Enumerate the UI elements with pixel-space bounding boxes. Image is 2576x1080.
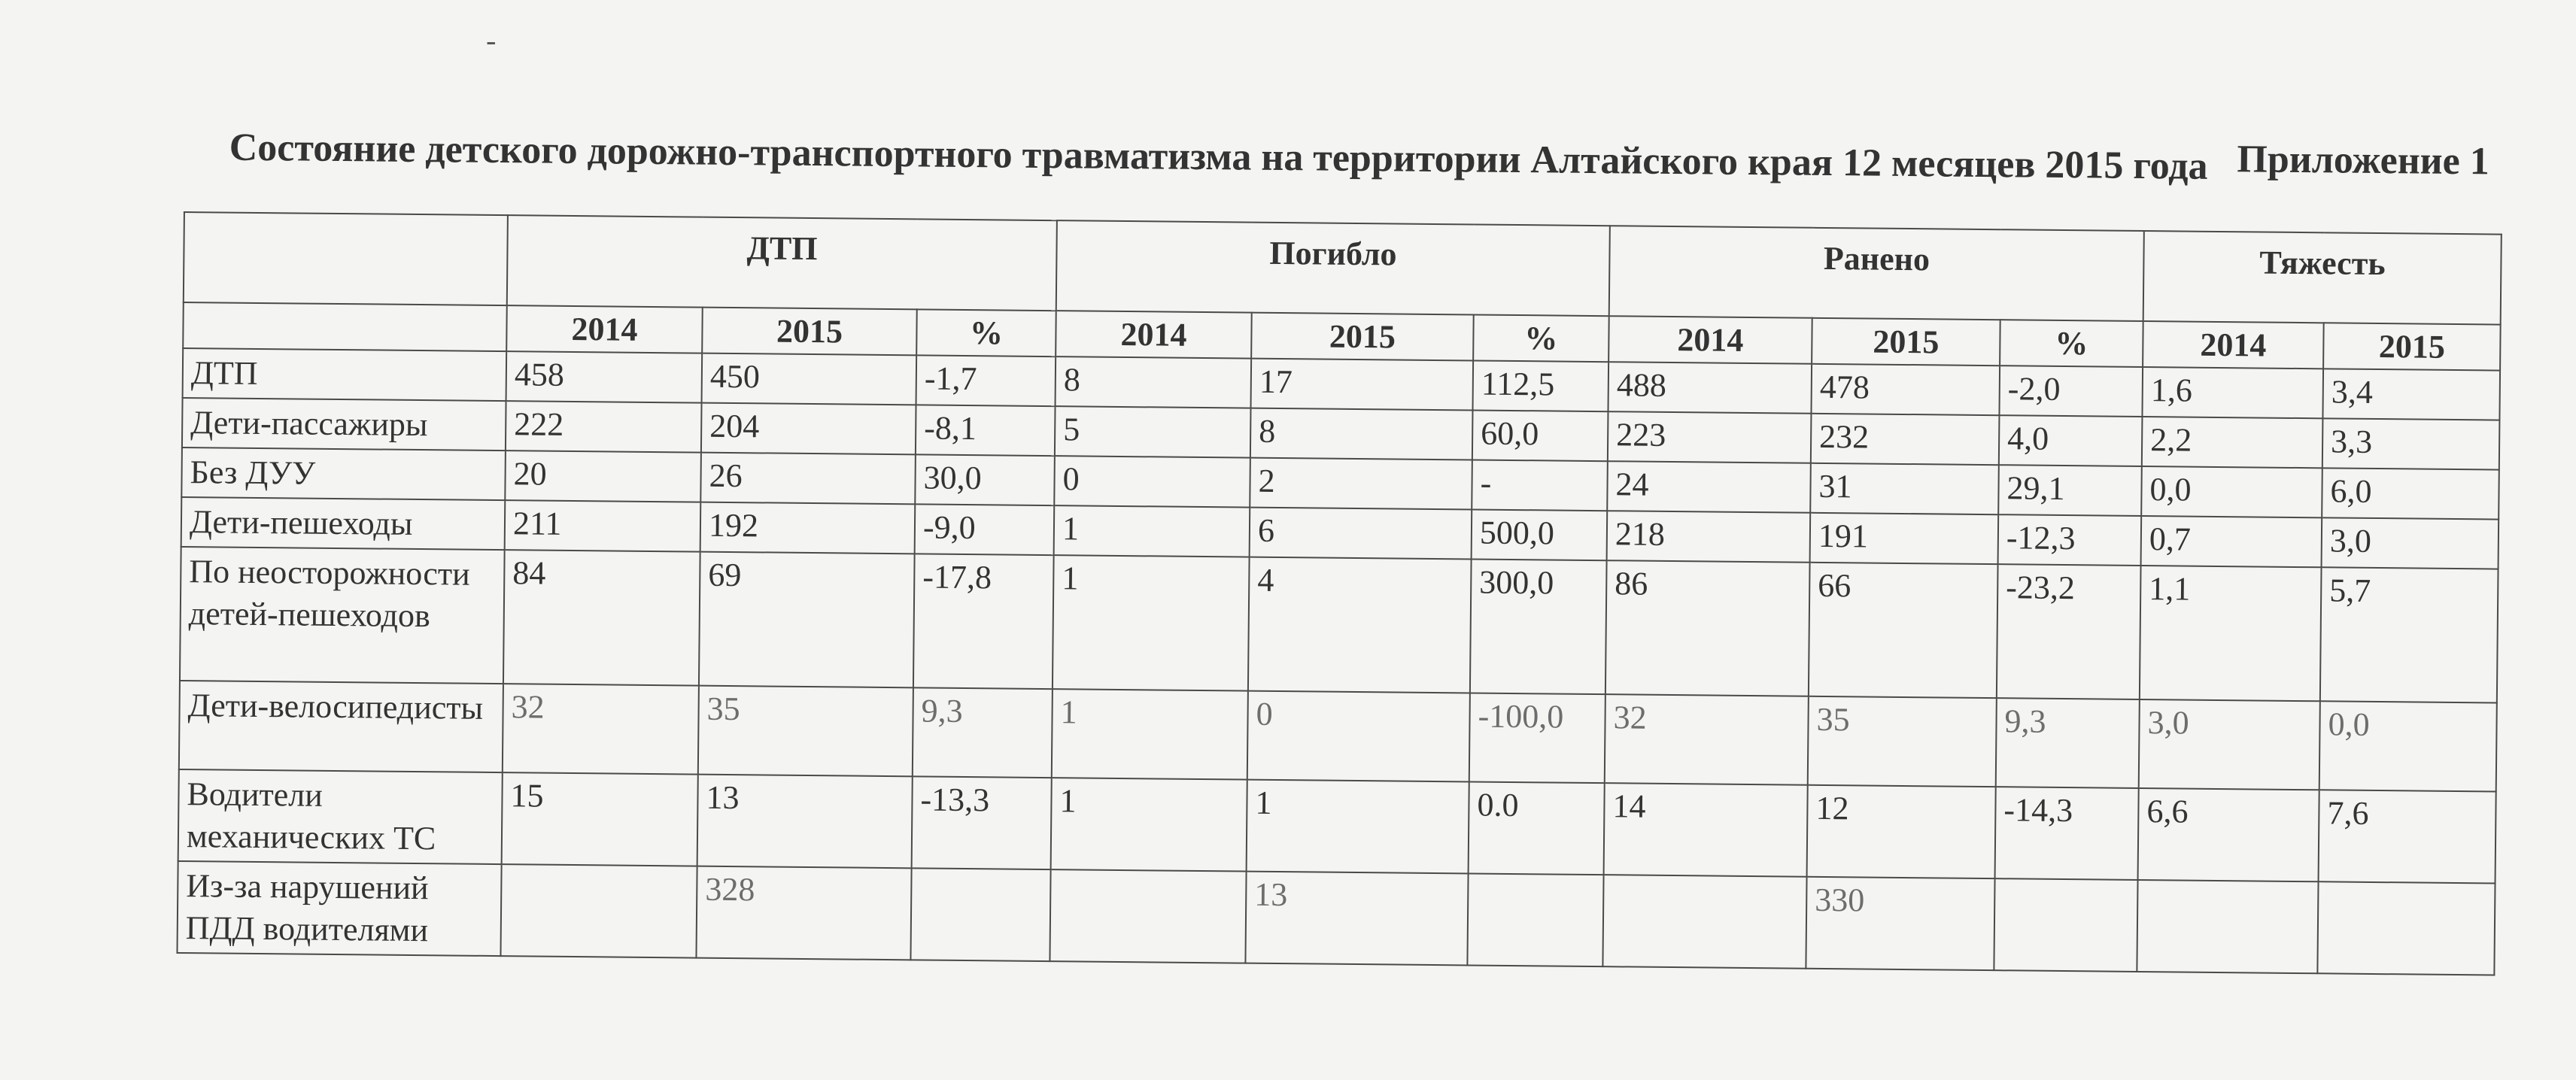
table-cell: 223: [1608, 411, 1812, 463]
table-cell: 330: [1806, 877, 1994, 970]
table-cell: 29,1: [1998, 465, 2142, 516]
table-cell: 3,3: [2322, 418, 2500, 469]
row-label: ДТП: [183, 348, 507, 401]
table-cell: -17,8: [913, 554, 1054, 689]
year-header: 2015: [1251, 313, 1474, 361]
row-label: Дети-пешеходы: [181, 497, 506, 550]
table-cell: [1050, 869, 1246, 963]
table-cell: 0: [1054, 456, 1250, 507]
table-cell: 26: [700, 453, 916, 505]
group-header-injured: Ранено: [1609, 226, 2144, 321]
table-cell: 478: [1811, 364, 2000, 415]
table-cell: 15: [502, 772, 698, 866]
table-cell: -: [1472, 460, 1608, 511]
document-title: Состояние детского дорожно-транспортного травматизма на территории Алтайского края 12 месяцев 2015 года: [229, 126, 2208, 188]
corner-cell: [183, 302, 507, 351]
table-cell: [2137, 880, 2318, 973]
table-cell: 2,2: [2142, 417, 2323, 468]
table-cell: 6,0: [2322, 468, 2499, 519]
row-label: Водители механических ТС: [178, 769, 503, 864]
table-cell: [910, 868, 1050, 961]
table-cell: 17: [1251, 359, 1474, 411]
table-cell: 24: [1607, 461, 1811, 513]
table-cell: 84: [503, 550, 700, 685]
table-cell: 0,0: [2319, 701, 2497, 791]
table-cell: 1: [1052, 689, 1248, 779]
table-cell: 0: [1247, 691, 1470, 782]
table-cell: 9,3: [913, 687, 1053, 778]
table-cell: 5,7: [2320, 567, 2499, 702]
table-cell: 35: [1808, 696, 1997, 787]
year-header: 2014: [1608, 316, 1812, 364]
table-cell: 328: [696, 866, 911, 960]
table-cell: -13,3: [912, 776, 1052, 869]
table-cell: 1,6: [2143, 367, 2324, 418]
table-cell: 32: [1605, 694, 1809, 785]
table-cell: 69: [699, 552, 915, 688]
table-cell: [1602, 875, 1806, 969]
table-cell: 0,7: [2141, 516, 2322, 567]
table-cell: 14: [1604, 783, 1808, 877]
table-cell: 458: [506, 351, 703, 402]
year-header: 2014: [2143, 321, 2324, 369]
year-header: 2015: [2323, 323, 2501, 370]
stray-mark: -: [485, 23, 497, 57]
year-header: 2015: [702, 308, 917, 356]
table-cell: 192: [700, 502, 916, 554]
table-cell: 6: [1250, 508, 1472, 560]
table-cell: 5: [1055, 406, 1251, 457]
table-cell: 66: [1809, 563, 1998, 698]
table-cell: 500,0: [1472, 509, 1608, 560]
table-cell: [500, 864, 697, 957]
table-cell: 31: [1810, 463, 1999, 514]
year-header: 2014: [506, 305, 703, 353]
table-cell: 1: [1051, 778, 1247, 871]
table-cell: 0.0: [1469, 781, 1605, 875]
table-cell: 60,0: [1472, 410, 1608, 461]
statistics-table: [176, 211, 2502, 976]
group-header-severity: Тяжесть: [2143, 231, 2502, 325]
group-header-killed: Погибло: [1056, 220, 1610, 316]
table-cell: 8: [1056, 356, 1252, 408]
percent-header: %: [916, 309, 1056, 356]
table-cell: 191: [1810, 513, 1999, 564]
table-cell: 1: [1247, 780, 1469, 874]
table-cell: 204: [701, 403, 916, 455]
table-cell: 218: [1607, 511, 1811, 563]
table-cell: 30,0: [915, 454, 1055, 505]
table-cell: 450: [702, 353, 917, 405]
table-cell: -2,0: [1999, 366, 2143, 417]
table-row: [180, 547, 2499, 703]
group-header-dtp: ДТП: [507, 215, 1057, 311]
appendix-label: Приложение 1: [2237, 138, 2490, 184]
year-header: 2014: [1056, 311, 1252, 358]
table-cell: -23,2: [1997, 564, 2141, 699]
table-cell: 0,0: [2141, 466, 2322, 517]
table-cell: -14,3: [1995, 787, 2139, 880]
table-cell: 20: [505, 451, 701, 502]
table-cell: 35: [698, 686, 913, 777]
table-cell: 1: [1054, 505, 1250, 557]
table-cell: -1,7: [916, 355, 1056, 406]
table-cell: 3,0: [2322, 517, 2499, 569]
percent-header: %: [2000, 320, 2143, 367]
table-cell: -8,1: [916, 405, 1056, 456]
row-label: Без ДУУ: [181, 447, 506, 500]
table-cell: 112,5: [1473, 360, 1609, 411]
percent-header: %: [1473, 314, 1609, 362]
table-cell: 9,3: [1996, 698, 2140, 788]
table-cell: [1467, 873, 1603, 966]
table-cell: 1: [1053, 555, 1250, 690]
table-cell: 211: [505, 500, 701, 551]
table-cell: 3,4: [2322, 369, 2500, 420]
table-cell: 300,0: [1470, 559, 1607, 694]
table-cell: 6,6: [2138, 788, 2319, 881]
table-cell: -9,0: [915, 504, 1055, 555]
table-cell: [2317, 881, 2495, 975]
corner-cell: [184, 212, 508, 305]
table-cell: 488: [1608, 362, 1812, 414]
table-cell: 13: [1245, 872, 1468, 966]
year-header: 2015: [1812, 318, 2000, 366]
row-label: По неосторожности детей-пешеходов: [180, 547, 505, 684]
table-cell: 1,1: [2140, 566, 2322, 701]
table-cell: 13: [697, 775, 913, 869]
table-cell: 86: [1605, 560, 1810, 696]
table-cell: 2: [1250, 458, 1472, 510]
row-label: Из-за нарушений ПДД водителями: [177, 861, 501, 956]
table-cell: -100,0: [1469, 693, 1605, 783]
table-cell: 32: [503, 684, 699, 774]
row-label: Дети-пассажиры: [182, 398, 506, 451]
table-cell: 12: [1807, 785, 1996, 878]
table-cell: 4: [1248, 557, 1472, 693]
table-cell: 232: [1811, 414, 2000, 465]
table-cell: [1994, 878, 2137, 972]
table-cell: -12,3: [1998, 514, 2142, 566]
row-label: Дети-велосипедисты: [179, 681, 503, 772]
table-cell: 222: [506, 401, 702, 452]
table-cell: 7,6: [2319, 790, 2496, 883]
table-cell: 4,0: [1999, 415, 2143, 466]
table-cell: 3,0: [2139, 699, 2320, 790]
table-cell: 8: [1250, 408, 1473, 460]
